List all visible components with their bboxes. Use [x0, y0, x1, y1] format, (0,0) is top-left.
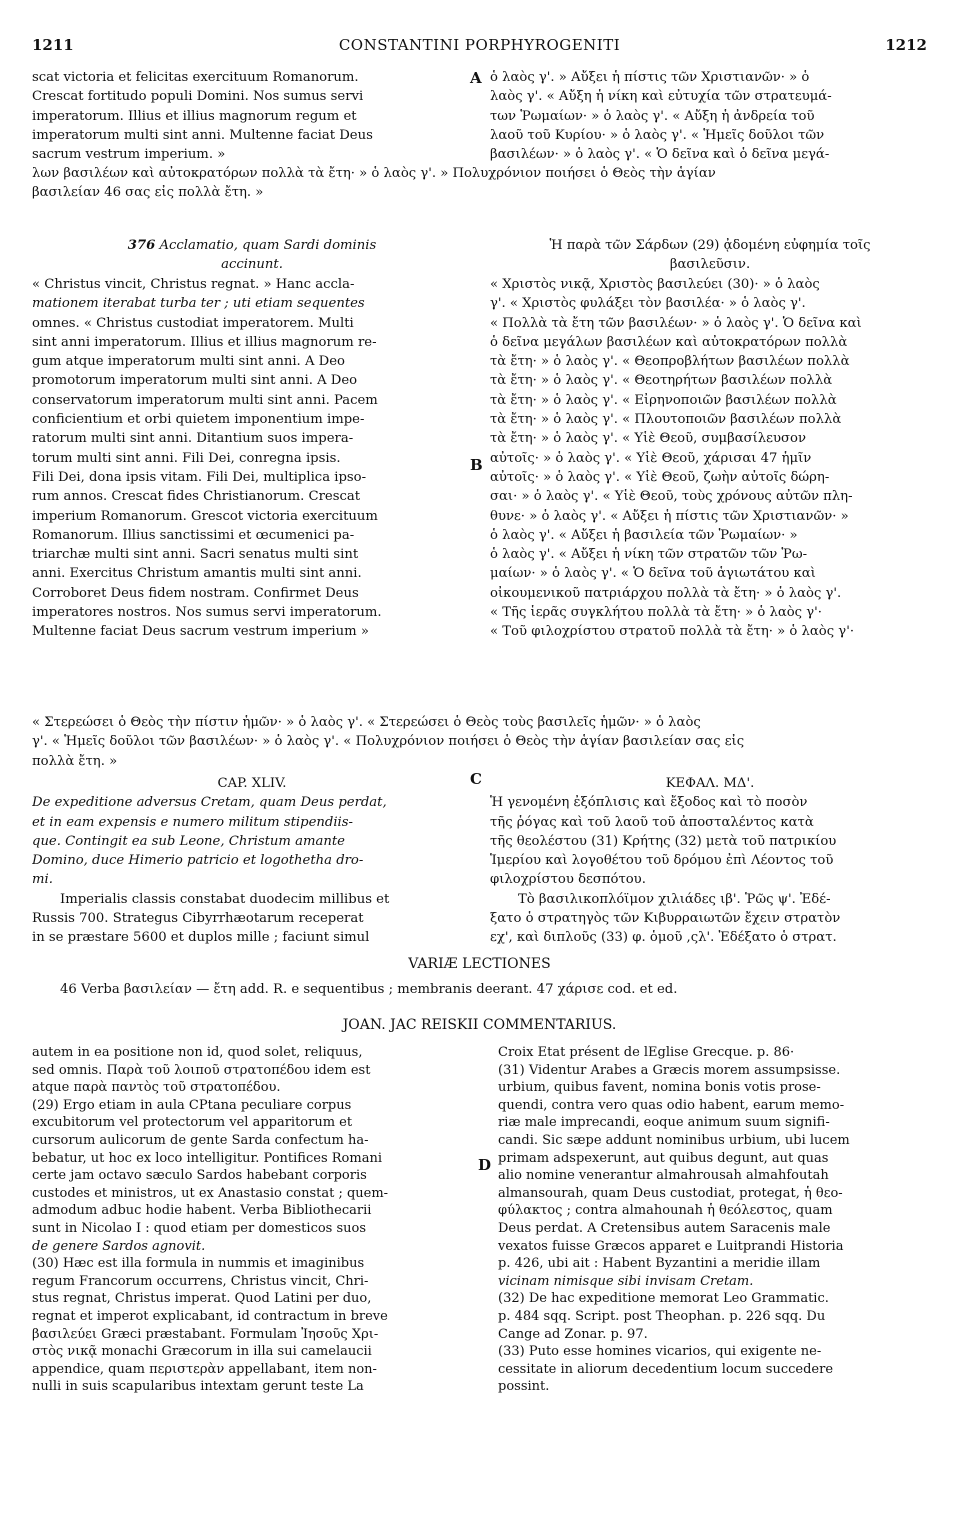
section-number: 376 [127, 238, 156, 253]
text-line: Fili Dei, dona ipsis vitam. Fili Dei, multiplica ipso- [32, 469, 367, 485]
text-line: p. 426, ubi ait : Habent Byzantini a meridie illam [498, 1256, 821, 1272]
text-line: γ'. « Χριστὸς φυλάξει τὸν βασιλέα· » ὁ λαὸς γ'. [490, 296, 806, 312]
text-line: autem in ea positione non id, quod solet, reliquus, [32, 1045, 363, 1060]
text-line: εχ', καὶ διπλοῦς (33) φ. ὁμοῦ ,ςλ'. Ἐδέξατο ὁ στρατ. [490, 930, 837, 946]
text-line: regnat et imperot explicabant, id contractum in breve [32, 1308, 388, 1324]
text-line: p. 484 sqq. Script. post Theophan. p. 226 sqq. Du [498, 1308, 826, 1324]
acclamation-greek-column [490, 275, 930, 642]
page-number-left: 1211 [32, 36, 74, 54]
text-line: τὰ ἔτη· » ὁ λαὸς γ'. « Θεοπροβλήτων βασιλέων πολλὰ [490, 354, 850, 370]
summary-line: Ἡ γενομένη ἐξόπλισις καὶ ἔξοδος καὶ τὸ ποσὸν [490, 795, 808, 811]
acclamation-latin-column [32, 275, 472, 642]
text-line: candi. Sic sæpe addunt nominibus urbium, ubi lucem [498, 1132, 850, 1148]
text-line: conservatorum imperatorum multi sint anni. Pacem [32, 392, 378, 408]
summary-line: Ἱμερίου καὶ λογοθέτου τοῦ δρόμου ἐπὶ Λέοντος τοῦ [490, 853, 834, 869]
text-line: stus regnat, Christus imperat. Quod Latini per duo, [32, 1291, 372, 1307]
text-line: custodes et ministros, ut ex Anastasio constat ; quem- [32, 1185, 389, 1201]
summary-line: que. Contingit ea sub Leone, Christum amante [32, 833, 345, 849]
text-line: στὸς νικᾷ monachi Græcorum in illa sui camelaucii [32, 1344, 372, 1360]
text-line: φύλακτος ; contra almahounah ἡ θεόλεστος, quam [498, 1203, 833, 1219]
text-line: ὁ λαὸς γ'. » Αὔξει ἡ πίστις τῶν Χριστιανῶν· » ὁ [490, 70, 810, 85]
summary-line: Domino, duce Himerio patricio et logothetha dro- [32, 853, 364, 869]
text-line: βασιλείαν 46 σας εἰς πολλὰ ἔτη. » [32, 185, 264, 201]
text-line: mationem iterabat turba ter ; uti etiam sequentes [32, 296, 365, 312]
commentary-right-column [498, 1044, 928, 1396]
text-line: πολλὰ ἔτη. » [32, 753, 118, 769]
euphemia-heading [490, 236, 930, 275]
text-line: certe jam octavo sæculo Sardos habebant corporis [32, 1168, 367, 1184]
text-line: triarchæ multi sint anni. Sacri senatus multi sint [32, 547, 359, 563]
text-line: imperatores nostros. Nos sumus servi imperatorum. [32, 605, 382, 621]
text-line: excubitorum vel protectorum vel apparitorum et [32, 1115, 353, 1131]
text-line: primam adspexerunt, aut quibus degunt, aut quas [498, 1150, 829, 1166]
text-line: appendice, quam περιστερὰν appellabant, item non- [32, 1361, 377, 1377]
text-line: (29) Ergo etiam in aula CPtana peculiare corpus [32, 1097, 352, 1113]
running-title: CONSTANTINI PORPHYROGENITI [338, 36, 621, 54]
text-line: vicinam nimisque sibi invisam Cretam. [498, 1273, 754, 1289]
text-line: βασιλεύει Græci præstabant. Formulam Ἰησοῦς Χρι- [32, 1326, 379, 1342]
text-line: « Τοῦ φιλοχρίστου στρατοῦ πολλὰ τὰ ἔτη· » ὁ λαὸς γ'· [490, 624, 855, 640]
margin-letter-b: B [470, 456, 483, 474]
chapter-title: CAP. XLIV. [217, 776, 287, 791]
text-line: anni. Exercitus Christum amantis multi sint anni. [32, 566, 362, 582]
text-line: bebatur, ut hoc ex loco intelligitur. Pontifices Romani [32, 1150, 382, 1166]
text-line: « Πολλὰ τὰ ἔτη τῶν βασιλέων· » ὁ λαὸς γ'. Ὁ δεῖνα καὶ [490, 315, 862, 331]
text-line: urbium, quibus favent, nomina bonis votis prose- [498, 1080, 821, 1096]
chapter-title: ΚΕΦΑΛ. ΜΔ'. [665, 776, 755, 791]
text-line: admodum adbuc hodie habent. Verba Bibliothecarii [32, 1203, 372, 1219]
text-line: ξατο ὁ στρατηγὸς τῶν Κιβυρραιωτῶν ἔχειν στρατὸν [490, 911, 841, 927]
text-line: (30) Hæc est illa formula in nummis et imaginibus [32, 1256, 365, 1272]
text-line: Multenne faciat Deus sacrum vestrum imperium » [32, 624, 369, 640]
page-header [32, 36, 927, 58]
text-line: in se præstare 5600 et duplos mille ; faciunt simul [32, 930, 370, 946]
variae-lectiones-note: 46 Verba βασιλείαν — ἔτη add. R. e sequentibus ; membranis deerant. 47 χάρισε cod. et ed. [60, 982, 678, 997]
text-line: « Χριστὸς νικᾷ, Χριστὸς βασιλεύει (30)· » ὁ λαὸς [490, 277, 820, 292]
text-line: ratorum multi sint anni. Ditantium suos impera- [32, 431, 354, 447]
text-line: λων βασιλέων καὶ αὐτοκρατόρων πολλὰ τὰ ἔτη· » ὁ λαὸς γ'. » Πολυχρόνιον ποιήσει ὁ Θεὸς τὴν ἁγίαν [32, 166, 716, 181]
heading-line: Ἡ παρὰ τῶν Σάρδων (29) ᾀδομένη εὐφημία τοῖς [549, 238, 871, 253]
text-line: βασιλέων· » ὁ λαὸς γ'. « Ὁ δεῖνα καὶ ὁ δεῖνα μεγά- [490, 147, 830, 163]
text-line: imperatorum. Illius et illius magnorum regum et [32, 108, 357, 124]
text-line: τὰ ἔτη· » ὁ λαὸς γ'. « Πλουτοποιῶν βασιλέων πολλὰ [490, 412, 842, 428]
text-line: Corroboret Deus fidem nostram. Confirmet Deus [32, 585, 359, 601]
text-line: « Christus vincit, Christus regnat. » Hanc accla- [32, 277, 355, 292]
heading-line: Acclamatio, quam Sardi dominis [159, 238, 377, 253]
summary-line: De expeditione adversus Cretam, quam Deus perdat, [32, 795, 387, 811]
summary-line: et in eam expensis e numero militum stipendiis- [32, 814, 353, 830]
text-line: « Στερεώσει ὁ Θεὸς τὴν πίστιν ἡμῶν· » ὁ λαὸς γ'. « Στερεώσει ὁ Θεὸς τοὺς βασιλεῖς ἡμῶν· » ὁ λαὸς [32, 715, 701, 730]
text-line: σαι· » ὁ λαὸς γ'. « Υἱὲ Θεοῦ, τοὺς χρόνους αὐτῶν πλη- [490, 489, 853, 505]
summary-line: mi. [32, 872, 53, 888]
text-line: τὰ ἔτη· » ὁ λαὸς γ'. « Θεοτηρήτων βασιλέων πολλὰ [490, 373, 833, 389]
text-line: riæ male imprecandi, eoque animum suum signifi- [498, 1115, 830, 1131]
text-line: gum atque imperatorum multi sint anni. A Deo [32, 354, 345, 370]
text-line: promotorum imperatorum multi sint anni. A Deo [32, 373, 358, 389]
text-line: scat victoria et felicitas exercituum Romanorum. [32, 70, 359, 85]
text-line: sed omnis. Παρὰ τοῦ λοιποῦ στρατοπέδου idem est [32, 1062, 371, 1078]
text-line: ὁ λαὸς γ'. « Αὔξει ἡ βασιλεία τῶν Ῥωμαίων· » [490, 527, 798, 543]
margin-letter-d: D [478, 1156, 492, 1174]
commentary-title: JOAN. JAC REISKII COMMENTARIUS. [342, 1017, 617, 1033]
acclamation-greek-fullwidth [32, 713, 927, 771]
margin-letter-a: A [470, 69, 482, 87]
text-line: Imperialis classis constabat duodecim millibus et [60, 891, 390, 907]
chapter-latin-column [32, 774, 472, 948]
text-line: Cange ad Zonar. p. 97. [498, 1326, 648, 1342]
summary-line: τῆς ῥόγας καὶ τοῦ λαοῦ τοῦ ἀποσταλέντος κατὰ [490, 814, 814, 830]
text-line: θυνε· » ὁ λαὸς γ'. « Αὔξει ἡ πίστις τῶν Χριστιανῶν· » [490, 508, 849, 524]
text-line: almansourah, quam Deus custodiat, protegat, ἡ θεο- [498, 1185, 843, 1201]
text-line: sunt in Nicolao I : quod etiam per domesticos suos [32, 1220, 367, 1236]
heading-line: accinunt. [221, 257, 283, 273]
commentary-left-column [32, 1044, 477, 1396]
top-greek-column [490, 68, 930, 164]
text-line: Deus perdat. A Cretensibus autem Saracenis male [498, 1220, 831, 1236]
text-line: nulli in suis scapularibus intextam gerunt teste La [32, 1379, 364, 1395]
text-line: (32) De hac expeditione memorat Leo Grammatic. [498, 1291, 829, 1307]
page-number-right: 1212 [885, 36, 927, 54]
variae-lectiones-title: VARIÆ LECTIONES [408, 956, 551, 972]
top-latin-column [32, 68, 472, 164]
summary-line: φιλοχρίστου δεσπότου. [490, 872, 646, 888]
chapter-greek-column [490, 774, 930, 948]
text-line: sint anni imperatorum. Illius et illius magnorum re- [32, 334, 377, 350]
summary-line: τῆς θεολέστου (31) Κρήτης (32) μετὰ τοῦ πατρικίου [490, 833, 837, 849]
margin-letter-c: C [470, 770, 482, 788]
text-line: τὰ ἔτη· » ὁ λαὸς γ'. « Εἰρηνοποιῶν βασιλέων πολλὰ [490, 392, 837, 408]
text-line: cursorum aulicorum de gente Sarda confectum ha- [32, 1132, 369, 1148]
text-line: των Ῥωμαίων· » ὁ λαὸς γ'. « Αὔξη ἡ ἀνδρεία τοῦ [490, 108, 815, 124]
text-line: λαοῦ τοῦ Κυρίου· » ὁ λαὸς γ'. « Ἡμεῖς δοῦλοι τῶν [490, 127, 825, 143]
heading-line: βασιλεῦσιν. [669, 257, 751, 273]
text-line: ὁ δεῖνα μεγάλων βασιλέων καὶ αὐτοκρατόρων πολλὰ [490, 334, 848, 350]
text-line: conficientium et orbi quietem imponentium impe- [32, 412, 365, 428]
text-line: de genere Sardos agnovit. [32, 1238, 206, 1254]
text-line: γ'. « Ἡμεῖς δοῦλοι τῶν βασιλέων· » ὁ λαὸς γ'. « Πολυχρόνιον ποιήσει ὁ Θεὸς τὴν ἁγίαν βασιλείαν σας εἰς [32, 734, 745, 750]
text-line: αὐτοῖς· » ὁ λαὸς γ'. « Υἱὲ Θεοῦ, χάρισαι 47 ἡμῖν [490, 450, 812, 466]
text-line: torum multi sint anni. Fili Dei, conregna ipsis. [32, 450, 341, 466]
text-line: cessitate in aliorum decedentium locum succedere [498, 1361, 834, 1377]
text-line: οἰκουμενικοῦ πατριάρχου πολλὰ τὰ ἔτη· » ὁ λαὸς γ'. [490, 585, 842, 601]
text-line: sacrum vestrum imperium. » [32, 147, 226, 163]
text-line: αὐτοῖς· » ὁ λαὸς γ'. « Υἱὲ Θεοῦ, ζωὴν αὐτοῖς δώρη- [490, 469, 830, 485]
text-line: Romanorum. Illius sanctissimi et œcumenici pa- [32, 527, 355, 543]
text-line: alio nomine venerantur almahrousah almahfoutah [498, 1168, 829, 1184]
text-line: (31) Videntur Arabes a Græcis morem assumpsisse. [498, 1062, 841, 1078]
text-line: Crescat fortitudo populi Domini. Nos sumus servi [32, 89, 364, 105]
text-line: (33) Puto esse homines vicarios, qui exigente ne- [498, 1344, 822, 1360]
top-greek-fullwidth [32, 164, 927, 203]
text-line: quendi, contra vero quas odio habent, earum memo- [498, 1097, 845, 1113]
text-line: imperium Romanorum. Grescot victoria exercituum [32, 508, 378, 524]
text-line: Τὸ βασιλικοπλόϊμον χιλιάδες ιβ'. Ῥῶς ψ'. Ἐδέ- [518, 891, 831, 907]
text-line: ὁ λαὸς γ'. « Αὔξει ἡ νίκη τῶν στρατῶν τῶν Ῥω- [490, 547, 808, 563]
text-line: Russis 700. Strategus Cibyrrhæotarum receperat [32, 911, 364, 927]
text-line: μαίων· » ὁ λαὸς γ'. « Ὁ δεῖνα τοῦ ἁγιωτάτου καὶ [490, 566, 816, 582]
text-line: λαὸς γ'. « Αὔξη ἡ νίκη καὶ εὐτυχία τῶν στρατευμά- [490, 89, 832, 105]
text-line: rum annos. Crescat fides Christianorum. Crescat [32, 489, 361, 505]
text-line: « Τῆς ἱερᾶς συγκλήτου πολλὰ τὰ ἔτη· » ὁ λαὸς γ'· [490, 605, 822, 621]
text-line: possint. [498, 1379, 550, 1395]
text-line: atque παρὰ παντὸς τοῦ στρατοπέδου. [32, 1080, 281, 1096]
text-line: τὰ ἔτη· » ὁ λαὸς γ'. « Υἱὲ Θεοῦ, συμβασίλευσον [490, 431, 806, 447]
text-line: regum Francorum occurrens, Christus vincit, Chri- [32, 1273, 369, 1289]
text-line: vexatos fuisse Græcos apparet e Luitprandi Historia [498, 1238, 844, 1254]
acclamatio-heading [32, 236, 472, 275]
text-line: Croix Etat présent de lEglise Grecque. p. 86· [498, 1045, 795, 1060]
text-line: imperatorum multi sint anni. Multenne faciat Deus [32, 127, 373, 143]
text-line: omnes. « Christus custodiat imperatorem. Multi [32, 315, 354, 331]
